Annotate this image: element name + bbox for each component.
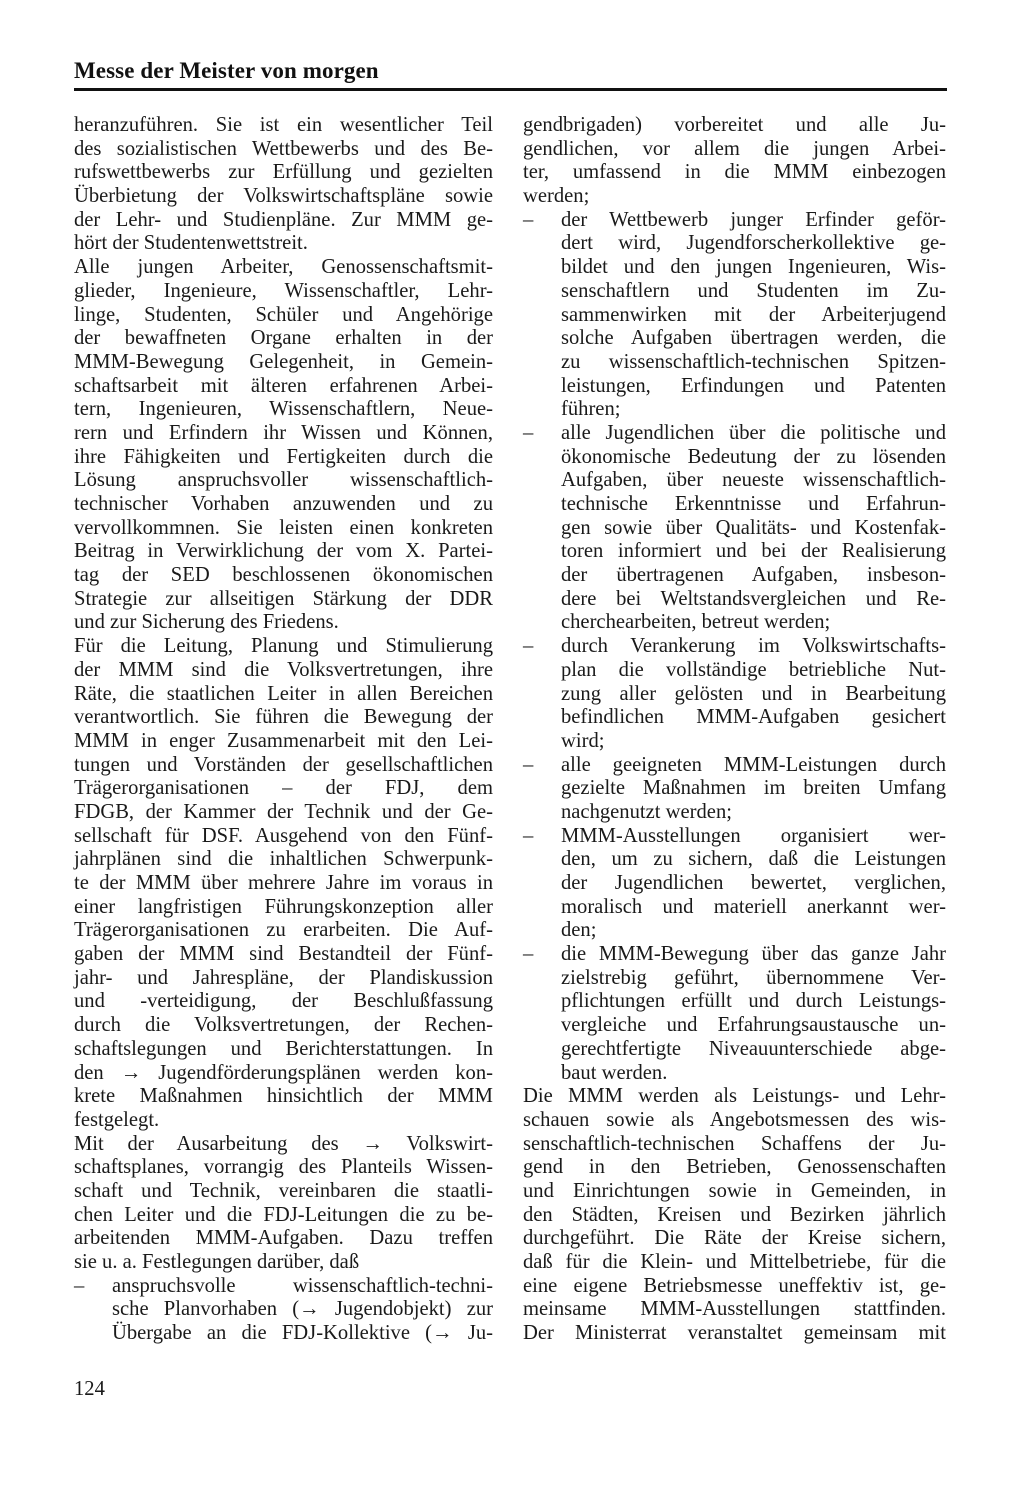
text-line: einer langfristigen Führungskonzeption aller (74, 895, 493, 918)
text-line: jahrplänen sind die inhaltlichen Schwerpunk- (74, 848, 493, 871)
list-dash: – (523, 824, 534, 847)
text-line: solche Aufgaben übertragen werden, die (561, 327, 946, 350)
list-dash: – (523, 421, 534, 444)
text-line: rern und Erfindern ihr Wissen und Können, (74, 421, 493, 444)
text-line: te der MMM über mehrere Jahre im voraus in (74, 872, 493, 894)
right-column (523, 114, 946, 1346)
text-line: cherchearbeiten, betreut werden; (561, 611, 831, 634)
text-line: hört der Studentenwettstreit. (74, 232, 308, 255)
text-line: alle geeigneten MMM-Leistungen durch (561, 753, 946, 776)
text-line: Trägerorganisationen – der FDJ, dem (74, 777, 493, 800)
text-line: dere bei Weltstandsvergleichen und Re- (561, 587, 946, 610)
text-line: tag der SED beschlossenen ökonomischen (74, 564, 493, 587)
text-line: zung aller gelösten und in Bearbeitung (561, 682, 946, 705)
text-line: schaftsplanes, vorrangig des Planteils Wissen- (74, 1156, 493, 1179)
text-line: sche Planvorhaben (→ Jugendobjekt) zur (112, 1298, 493, 1321)
list-item (523, 754, 946, 825)
text-line: Überbietung der Volkswirtschaftspläne sowie (74, 185, 493, 208)
text-line: Trägerorganisationen zu erarbeiten. Die Auf- (74, 919, 493, 942)
text-line: zielstrebig geführt, übernommene Ver- (561, 966, 946, 989)
text-line: der Lehr- und Studienpläne. Zur MMM ge- (74, 208, 493, 231)
list-item (523, 209, 946, 422)
text-line: eine eigene Betriebsmesse uneffektiv ist, ge- (523, 1274, 946, 1297)
text-line: Räte, die staatlichen Leiter in allen Bereichen (74, 682, 493, 705)
running-header (74, 58, 947, 91)
text-line: gerechtfertigte Niveauunterschiede abge- (561, 1037, 946, 1060)
text-line: Der Ministerrat veranstaltet gemeinsam mit (523, 1322, 946, 1345)
text-line: den; (561, 919, 597, 942)
text-line: schauen sowie als Angebotsmessen des wis- (523, 1108, 946, 1131)
text-line: Beitrag in Verwirklichung der vom X. Partei- (74, 540, 493, 563)
text-line: Lösung anspruchsvoller wissenschaftlich- (74, 469, 493, 492)
list-item (523, 943, 946, 1085)
text-line: des sozialistischen Wettbewerbs und des Be- (74, 137, 493, 160)
text-line: gend in den Betrieben, Genossenschaften (523, 1156, 946, 1179)
text-line: wird; (561, 729, 605, 752)
text-line: schaftsarbeit mit älteren erfahrenen Arbei- (74, 374, 493, 397)
running-header-title: Messe der Meister von morgen (74, 58, 379, 83)
text-line: anspruchsvolle wissenschaftlich-techni- (112, 1274, 493, 1297)
text-line: durchgeführt. Die Räte der Kreise sichern, (523, 1227, 946, 1250)
list-item (523, 825, 946, 943)
text-line: Alle jungen Arbeiter, Genossenschaftsmit- (74, 256, 493, 279)
text-line: krete Maßnahmen hinsichtlich der MMM (74, 1085, 493, 1108)
text-line: jahr- und Jahrespläne, der Plandiskussion (74, 966, 493, 989)
text-line: der Wettbewerb junger Erfinder geför- (561, 208, 946, 231)
text-line: linge, Studenten, Schüler und Angehörige (74, 303, 493, 326)
text-line: plan die vollständige betriebliche Nut- (561, 658, 946, 681)
text-line: befindlichen MMM-Aufgaben gesichert (561, 706, 946, 729)
text-line: Mit der Ausarbeitung des → Volkswirt- (74, 1132, 493, 1155)
text-line: sellschaft für DSF. Ausgehend von den Fünf- (74, 824, 493, 847)
text-line: werden; (523, 185, 590, 208)
text-line: rufswettbewerbs zur Erfüllung und gezielten (74, 161, 493, 184)
text-line: der MMM sind die Volksvertretungen, ihre (74, 658, 493, 681)
text-line: pflichtungen erfüllt und durch Leistungs- (561, 990, 946, 1013)
text-line: heranzuführen. Sie ist ein wesentlicher Teil (74, 114, 493, 136)
list-dash: – (74, 1274, 85, 1297)
text-line: der übertragenen Aufgaben, insbeson- (561, 564, 946, 587)
text-line: dert wird, Jugendforscherkollektive ge- (561, 232, 946, 255)
list-item (74, 1275, 493, 1346)
text-line: daß für die Klein- und Mittelbetriebe, für die (523, 1251, 946, 1273)
text-line: verantwortlich. Sie führen die Bewegung der (74, 706, 493, 729)
text-line: glieder, Ingenieure, Wissenschaftler, Lehr- (74, 279, 493, 302)
page-number: 124 (74, 1378, 105, 1400)
text-line: festgelegt. (74, 1108, 160, 1131)
text-line: führen; (561, 398, 621, 421)
text-line: alle Jugendlichen über die politische und (561, 421, 946, 444)
text-line: senschaftlern und Studenten im Zu- (561, 279, 946, 302)
text-line: chen Leiter und die FDJ-Leitungen die zu be- (74, 1203, 493, 1226)
text-line: MMM-Ausstellungen organisiert wer- (561, 824, 946, 847)
text-line: ihre Fähigkeiten und Fertigkeiten durch die (74, 445, 493, 468)
text-line: der bewaffneten Organe erhalten in der (74, 327, 493, 350)
text-line: gen sowie über Qualitäts- und Kostenfak- (561, 516, 946, 539)
text-line: leistungen, Erfindungen und Patenten (561, 374, 946, 397)
text-line: schaftslegungen und Berichterstattungen. In (74, 1037, 493, 1060)
text-line: FDGB, der Kammer der Technik und der Ge- (74, 800, 493, 823)
left-column (74, 114, 493, 1346)
text-line: Die MMM werden als Leistungs- und Lehr- (523, 1085, 946, 1108)
text-line: gendlichen, vor allem die jungen Arbei- (523, 137, 946, 160)
text-line: der Jugendlichen bewertet, verglichen, (561, 872, 946, 894)
text-line: den → Jugendförderungsplänen werden kon- (74, 1061, 493, 1084)
text-line: und Einrichtungen sowie in Gemeinden, in (523, 1179, 946, 1202)
text-line: toren informiert und bei der Realisierung (561, 540, 946, 563)
list-item (523, 422, 946, 635)
text-line: schaft und Technik, vereinbaren die staatli- (74, 1179, 493, 1202)
text-line: nachgenutzt werden; (561, 800, 732, 823)
list-dash: – (523, 208, 534, 231)
text-line: MMM in enger Zusammenarbeit mit den Lei- (74, 729, 493, 752)
text-line: Übergabe an die FDJ-Kollektive (→ Ju- (112, 1322, 493, 1345)
text-line: zu wissenschaftlich-technischen Spitzen- (561, 350, 946, 373)
text-line: den, um zu sichern, daß die Leistungen (561, 848, 946, 871)
text-line: baut werden. (561, 1061, 668, 1084)
text-line: vergleiche und Erfahrungsaustausche un- (561, 1014, 946, 1037)
text-line: moralisch und materiell anerkannt wer- (561, 895, 946, 918)
list-dash: – (523, 753, 534, 776)
list-dash: – (523, 635, 534, 658)
list-dash: – (523, 943, 534, 966)
text-line: bildet und den jungen Ingenieuren, Wis- (561, 256, 946, 279)
text-line: Strategie zur allseitigen Stärkung der DDR (74, 587, 493, 610)
text-line: gendbrigaden) vorbereitet und alle Ju- (523, 114, 946, 136)
text-line: durch Verankerung im Volkswirtschafts- (561, 635, 946, 658)
text-line: gaben der MMM sind Bestandteil der Fünf- (74, 943, 493, 966)
text-line: Für die Leitung, Planung und Stimulierung (74, 635, 493, 658)
text-line: und -verteidigung, der Beschlußfassung (74, 990, 493, 1013)
text-line: senschaftlich-technischen Schaffens der Ju- (523, 1132, 946, 1155)
text-line: tungen und Vorständen der gesellschaftlichen (74, 753, 493, 776)
text-line: durch die Volksvertretungen, der Rechen- (74, 1014, 493, 1037)
text-line: MMM-Bewegung Gelegenheit, in Gemein- (74, 350, 493, 373)
list-item (523, 635, 946, 753)
text-line: ökonomische Bedeutung der zu lösenden (561, 445, 946, 468)
text-line: den Städten, Kreisen und Bezirken jährlich (523, 1203, 946, 1226)
text-line: sammenwirken mit der Arbeiterjugend (561, 303, 946, 326)
text-line: ter, umfassend in die MMM einbezogen (523, 161, 946, 184)
text-line: technische Erkenntnisse und Erfahrun- (561, 493, 946, 515)
text-line: sie u. a. Festlegungen darüber, daß (74, 1251, 360, 1273)
text-line: arbeitenden MMM-Aufgaben. Dazu treffen (74, 1227, 493, 1250)
text-line: technischer Vorhaben anzuwenden und zu (74, 493, 493, 515)
text-line: meinsame MMM-Ausstellungen stattfinden. (523, 1298, 946, 1321)
text-line: die MMM-Bewegung über das ganze Jahr (561, 943, 946, 966)
text-line: gezielte Maßnahmen im breiten Umfang (561, 777, 946, 800)
text-line: vervollkommnen. Sie leisten einen konkreten (74, 516, 493, 539)
text-line: und zur Sicherung des Friedens. (74, 611, 339, 634)
text-line: tern, Ingenieuren, Wissenschaftlern, Neue- (74, 398, 493, 421)
text-line: Aufgaben, über neueste wissenschaftlich- (561, 469, 946, 492)
